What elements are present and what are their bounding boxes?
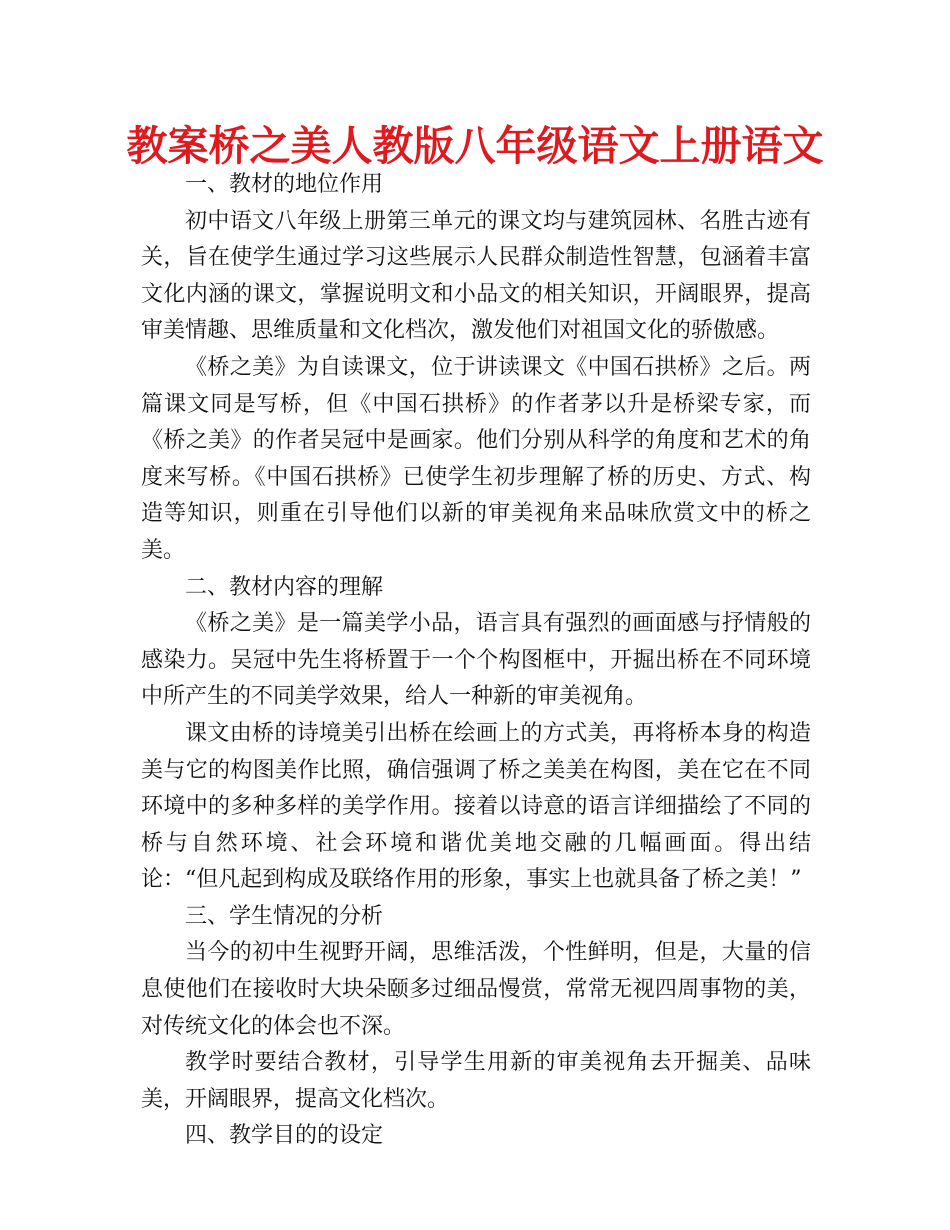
paragraph-teaching-approach: 教学时要结合教材，引导学生用新的审美视角去开掘美、品味美，开阔眼界，提高文化档次。 <box>141 1050 811 1112</box>
paragraph-essay-nature: 《桥之美》是一篇美学小品，语言具有强烈的画面感与抒情般的感染力。吴冠中先生将桥置于一个个构图框中，开掘出桥在不同环境中所产生的不同美学效果，给人一种新的审美视角。 <box>141 611 811 710</box>
paragraph-unit-overview: 初中语文八年级上册第三单元的课文均与建筑园林、名胜古迹有关，旨在使学生通过学习这些展示人民群众制造性智慧，包涵着丰富文化内涵的课文，掌握说明文和小品文的相关知识，开阔眼界，提高审美情趣、思维质量和文化档次，激发他们对祖国文化的骄傲感。 <box>141 208 811 344</box>
paragraph-essay-structure: 课文由桥的诗境美引出桥在绘画上的方式美，再将桥本身的构造美与它的构图美作比照，确信强调了桥之美美在构图，美在它在不同环境中的多种多样的美学作用。接着以诗意的语言详细描绘了不同的桥与自然环境、社会环境和谐优美地交融的几幅画面。得出结论：“但凡起到构成及联络作用的形象，事实上也就具备了桥之美！” <box>141 720 811 893</box>
section-heading-content: 二、教材内容的理解 <box>185 574 384 600</box>
paragraph-text-relationship: 《桥之美》为自读课文，位于讲读课文《中国石拱桥》之后。两篇课文同是写桥，但《中国石拱桥》的作者茅以升是桥梁专家，而《桥之美》的作者吴冠中是画家。他们分别从科学的角度和艺术的角度来写桥。《中国石拱桥》已使学生初步理解了桥的历史、方式、构造等知识，则重在引导他们以新的审美视角来品味欣赏文中的桥之美。 <box>141 354 811 563</box>
section-heading-position: 一、教材的地位作用 <box>185 172 384 197</box>
section-heading-students: 三、学生情况的分析 <box>185 903 384 929</box>
document-body <box>141 167 811 1155</box>
paragraph-student-analysis: 当今的初中生视野开阔，思维活泼，个性鲜明，但是，大量的信息使他们在接收时大块朵颐多过细品慢赏，常常无视四周事物的美，对传统文化的体会也不深。 <box>141 940 811 1039</box>
document-title: 教案桥之美人教版八年级语文上册语文 <box>126 122 824 170</box>
section-heading-objectives: 四、教学目的的设定 <box>185 1123 384 1149</box>
